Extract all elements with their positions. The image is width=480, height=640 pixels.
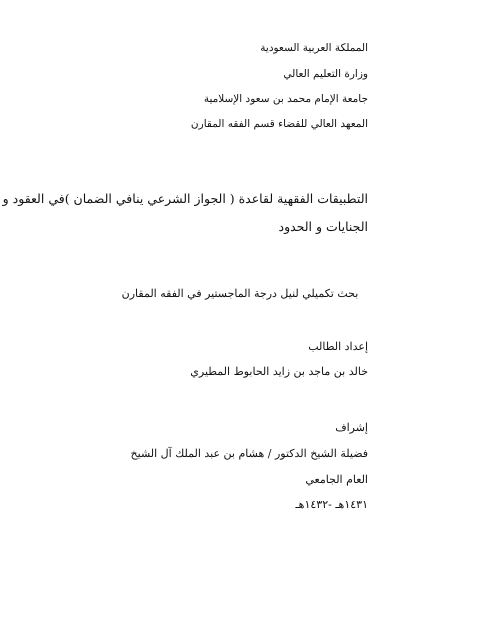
student-name: خالد بن ماجد بن زايد الحابوط المطيري: [190, 365, 368, 378]
thesis-title-line-2: الجنايات و الحدود: [278, 219, 368, 234]
supervisor-name: فضيلة الشيخ الدكتور / هشام بن عبد الملك آل الشيخ: [130, 447, 368, 460]
header-institute: المعهد العالي للقضاء قسم الفقه المقارن: [190, 118, 368, 130]
thesis-title-line-1: التطبيقات الفقهية لقاعدة ( الجواز الشرعي ينافي الضمان )في العقود و: [2, 191, 368, 206]
student-label: إعداد الطالب: [308, 340, 368, 353]
supervision-label: إشراف: [335, 421, 368, 434]
research-description: بحث تكميلي لنيل درجة الماجستير في الفقه المقارن: [121, 287, 359, 300]
header-kingdom: المملكة العربية السعودية: [260, 42, 368, 54]
header-ministry: وزارة التعليم العالي: [283, 68, 368, 80]
academic-year-label: العام الجامعي: [305, 473, 368, 486]
header-university: جامعة الإمام محمد بن سعود الإسلامية: [203, 93, 368, 105]
academic-years: ١٤٣١هـ -١٤٣٢هـ: [295, 498, 368, 511]
